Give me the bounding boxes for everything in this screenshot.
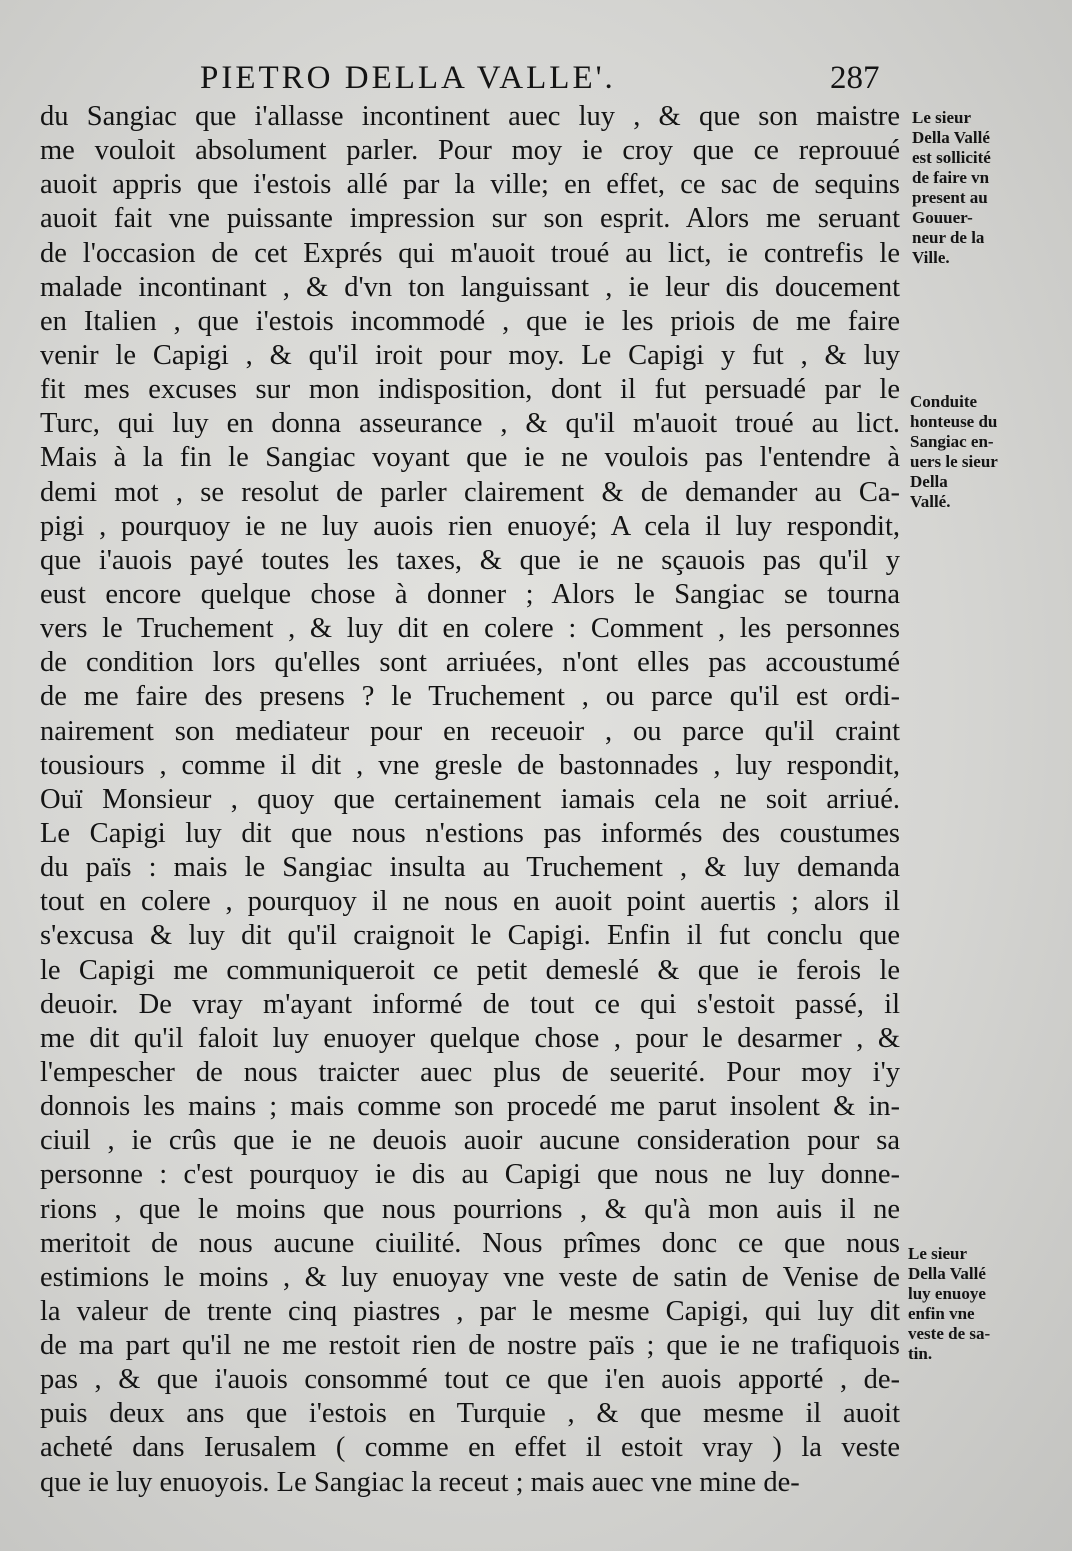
running-header: PIETRO DELLA VALLE'. xyxy=(200,60,616,96)
text-line: de me faire des presens ? le Truchement , ou parce qu'il est ordi- xyxy=(40,681,900,713)
margin-note-line: present au xyxy=(912,188,988,207)
text-line: de ma part qu'il ne me restoit rien de nostre païs ; que ie ne trafiquois xyxy=(40,1330,900,1362)
text-line: venir le Capigi , & qu'il iroit pour moy. Le Capigi y fut , & luy xyxy=(40,339,900,371)
text-line: de condition lors qu'elles sont arriuées, n'ont elles pas accoustumé xyxy=(40,647,900,679)
text-line: auoit appris que i'estois allé par la ville; en effet, ce sac de sequins xyxy=(40,169,900,201)
margin-note-line: tin. xyxy=(908,1344,933,1363)
text-line: ciuil , ie crûs que ie ne deuois auoir aucune consideration pour sa xyxy=(40,1125,900,1157)
text-line: Turc, qui luy en donna asseurance , & qu'il m'auoit troué au lict. xyxy=(40,408,900,440)
margin-note-line: Vallé. xyxy=(910,492,951,511)
margin-note-line: veste de sa- xyxy=(908,1324,991,1343)
text-line: eust encore quelque chose à donner ; Alors le Sangiac se tourna xyxy=(40,578,900,610)
text-line: le Capigi me communiqueroit ce petit demeslé & que ie ferois le xyxy=(40,954,900,986)
margin-note-line: Le sieur xyxy=(908,1244,968,1263)
margin-note-line: Sangiac en- xyxy=(910,432,994,451)
margin-note-line: Conduite xyxy=(910,392,978,411)
text-line: pas , & que i'auois consommé tout ce que i'en auois apporté , de- xyxy=(40,1364,900,1396)
text-line: puis deux ans que i'estois en Turquie , & que mesme il auoit xyxy=(40,1398,900,1430)
margin-note-line: Della xyxy=(910,472,948,491)
margin-note-line: luy enuoye xyxy=(908,1284,986,1303)
text-line: pigi , pourquoy ie ne luy auois rien enuoyé; A cela il luy respondit, xyxy=(40,510,900,542)
margin-note-line: enfin vne xyxy=(908,1304,975,1323)
margin-note-line: Gouuer- xyxy=(912,208,973,227)
text-line: tout en colere , pourquoy il ne nous en auoit point auertis ; alors il xyxy=(40,886,900,918)
show-through-text xyxy=(1000,560,1072,680)
text-line: deuoir. De vray m'ayant informé de tout ce qui s'estoit passé, il xyxy=(40,988,900,1020)
margin-note-line: Della Vallé xyxy=(908,1264,986,1283)
text-line: s'excusa & luy dit qu'il craignoit le Capigi. Enfin il fut conclu que xyxy=(40,920,900,952)
text-line: du païs : mais le Sangiac insulta au Truchement , & luy demanda xyxy=(40,852,900,884)
text-line: tousiours , comme il dit , vne gresle de bastonnades , luy respondit, xyxy=(40,749,900,781)
text-line: auoit fait vne puissante impression sur son esprit. Alors me seruant xyxy=(40,203,900,235)
text-line: rions , que le moins que nous pourrions , & qu'à mon auis il ne xyxy=(40,1193,900,1225)
text-line: meritoit de nous aucune ciuilité. Nous prîmes donc ce que nous xyxy=(40,1227,900,1259)
margin-note-line: Ville. xyxy=(912,248,950,267)
margin-note-solicitation xyxy=(912,108,1027,268)
margin-note-line: uers le sieur xyxy=(910,452,998,471)
margin-note-line: est sollicité xyxy=(912,148,991,167)
text-line: Ouï Monsieur , quoy que certainement iamais cela ne soit arriué. xyxy=(40,783,900,815)
text-line: nairement son mediateur pour en receuoir , ou parce qu'il craint xyxy=(40,715,900,747)
margin-note-line: honteuse du xyxy=(910,412,998,431)
text-line: Mais à la fin le Sangiac voyant que ie ne voulois pas l'entendre à xyxy=(40,442,900,474)
margin-note-line: Della Vallé xyxy=(912,128,990,147)
text-line: du Sangiac que i'allasse incontinent auec luy , & que son maistre xyxy=(40,101,900,132)
text-line: la valeur de trente cinq piastres , par le mesme Capigi, qui luy dit xyxy=(40,1295,900,1327)
text-line: malade incontinant , & d'vn ton languissant , ie leur dis doucement xyxy=(40,271,900,303)
text-line: Le Capigi luy dit que nous n'estions pas informés des coustumes xyxy=(40,817,900,849)
margin-note-veste xyxy=(908,1244,1023,1364)
body-text xyxy=(40,100,900,1500)
margin-note-line: neur de la xyxy=(912,228,985,247)
margin-note-conduct xyxy=(910,392,1025,512)
text-line: que i'auois payé toutes les taxes, & que ie ne sçauois pas qu'il y xyxy=(40,544,900,576)
text-line: vers le Truchement , & luy dit en colere : Comment , les personnes xyxy=(40,613,900,645)
text-line: en Italien , que i'estois incommodé , que ie les priois de me faire xyxy=(40,305,900,337)
text-line: estimions le moins , & luy enuoyay vne veste de satin de Venise de xyxy=(40,1261,900,1293)
text-line: fit mes excuses sur mon indisposition, dont il fut persuadé par le xyxy=(40,374,900,406)
text-line: que ie luy enuoyois. Le Sangiac la receut ; mais auec vne mine de- xyxy=(40,1466,800,1498)
margin-note-line: de faire vn xyxy=(912,168,990,187)
text-line: l'empescher de nous traicter auec plus de seuerité. Pour moy i'y xyxy=(40,1056,900,1088)
text-line: me vouloit absolument parler. Pour moy ie croy que ce reprouué xyxy=(40,135,900,167)
text-line: donnois les mains ; mais comme son procedé me parut insolent & in- xyxy=(40,1091,900,1123)
text-line: demi mot , se resolut de parler clairement & de demander au Ca- xyxy=(40,476,900,508)
text-line: de l'occasion de cet Exprés qui m'auoit troué au lict, ie contrefis le xyxy=(40,237,900,269)
text-line: me dit qu'il faloit luy enuoyer quelque chose , pour le desarmer , & xyxy=(40,1022,900,1054)
margin-note-line: Le sieur xyxy=(912,108,972,127)
page-number: 287 xyxy=(830,60,880,96)
text-line: personne : c'est pourquoy ie dis au Capigi que nous ne luy donne- xyxy=(40,1159,900,1191)
text-line: acheté dans Ierusalem ( comme en effet il estoit vray ) la veste xyxy=(40,1432,900,1464)
